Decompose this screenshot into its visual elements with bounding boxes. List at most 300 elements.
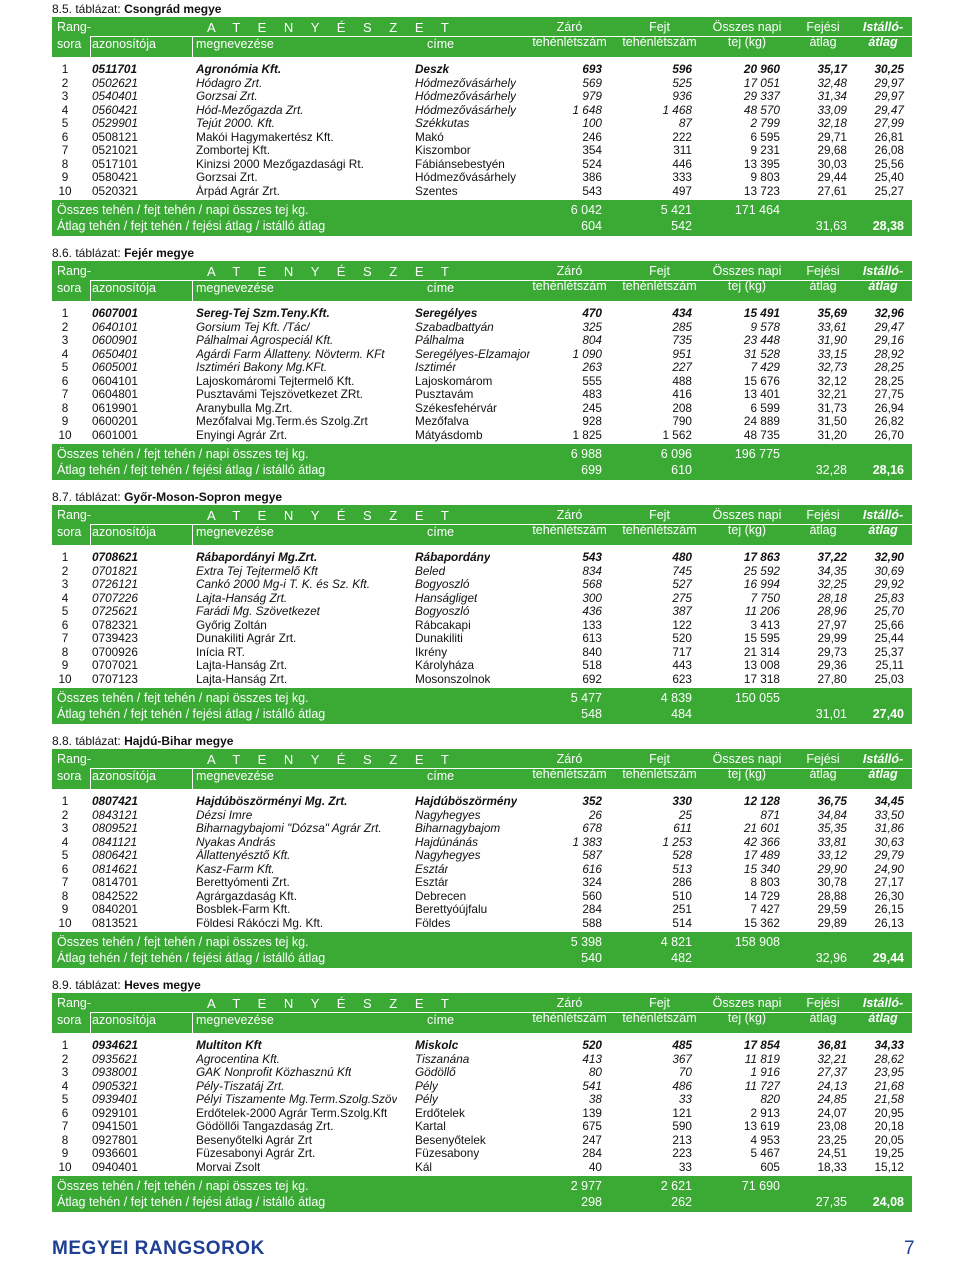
table-row (52, 1080, 912, 1094)
cell-name: Inícia RT. (196, 645, 245, 659)
cell-rank: 1 (61, 1038, 69, 1052)
header-line: Fejt (649, 20, 670, 34)
table-number: 8.6. táblázat: (52, 246, 121, 260)
cell-id: 0843121 (92, 807, 138, 822)
cell-fejesi: 27,61 (817, 183, 847, 198)
cell-id: 0529901 (92, 116, 138, 130)
cell-zaro: 413 (582, 1051, 602, 1066)
header-line: tehénlétszám (622, 35, 697, 49)
header-line: Összes napi (712, 508, 782, 522)
cell-zaro: 263 (582, 360, 602, 374)
cell-zaro: 693 (582, 62, 602, 76)
cell-fejesi: 37,22 (817, 550, 847, 564)
cell-fejesi: 31,90 (817, 333, 847, 347)
cell-rank: 1 (61, 306, 69, 320)
cell-ossz: 2 799 (750, 116, 780, 130)
header-stable-avg (854, 20, 912, 50)
cell-istallo: 26,82 (874, 414, 904, 428)
cell-city: Fábiánsebestyén (415, 157, 505, 171)
cell-fejt: 251 (672, 902, 692, 916)
header-daily-milk (702, 264, 792, 294)
table-body (52, 1033, 912, 1176)
table-summary (52, 1176, 912, 1212)
cell-ossz: 21 314 (743, 644, 780, 659)
cell-id: 0640101 (92, 319, 138, 334)
cell-fejesi: 29,73 (817, 644, 847, 659)
cell-city: Seregélyes-Elzamajor (415, 347, 531, 361)
cell-id: 0814701 (92, 875, 138, 889)
header-closing-herd (522, 264, 617, 294)
cell-istallo: 29,79 (874, 848, 904, 862)
table-body (52, 301, 912, 444)
cell-fejesi: 31,50 (817, 414, 847, 428)
cell-istallo: 26,08 (874, 143, 904, 157)
cell-fejt: 121 (672, 1105, 692, 1120)
cell-ossz: 15 491 (743, 306, 780, 320)
cell-rank: 5 (61, 360, 69, 374)
cell-zaro: 38 (588, 1092, 602, 1106)
section-title (52, 488, 912, 505)
cell-istallo: 25,44 (874, 631, 904, 645)
table-row (52, 1147, 912, 1161)
cell-rank: 8 (61, 888, 69, 903)
cell-name: Zombortej Kft. (196, 144, 271, 157)
cell-name: Dunakiliti Agrár Zrt. (196, 632, 297, 645)
cell-id: 0934621 (92, 1038, 138, 1052)
cell-fejt: 443 (672, 658, 692, 672)
cell-zaro: 678 (582, 821, 602, 835)
table-row (52, 917, 912, 931)
header-line: Istálló- (862, 508, 904, 522)
cell-name: Agárdi Farm Állatteny. Növterm. KFt (196, 347, 385, 361)
header-line: tej (kg) (727, 1011, 767, 1025)
header-divider (192, 1012, 193, 1033)
header-stable-avg (854, 752, 912, 782)
header-milking-avg (792, 508, 854, 538)
cell-rank: 1 (61, 62, 69, 76)
table-row (52, 171, 912, 185)
cell-fejt: 285 (672, 319, 692, 334)
header-name: megnevezése (196, 37, 274, 51)
table-summary (52, 444, 912, 480)
cell-fejesi: 29,36 (817, 658, 847, 672)
cell-name: Földesi Rákóczi Mg. Kft. (196, 916, 324, 930)
cell-ossz: 7 429 (750, 360, 780, 374)
county-name: Csongrád megye (124, 2, 222, 16)
cell-istallo: 26,13 (874, 915, 904, 930)
header-group-title: A T E N Y É S Z E T (207, 264, 456, 279)
total-daily-milk: 171 464 (734, 203, 780, 217)
cell-fejt: 330 (672, 794, 692, 808)
cell-id: 0707123 (92, 671, 138, 686)
table-row (52, 90, 912, 104)
header-divider (90, 1012, 912, 1013)
header-group-title: A T E N Y É S Z E T (207, 508, 456, 523)
table-row (52, 104, 912, 118)
cell-id: 0502621 (92, 75, 138, 90)
cell-name: Rábapordányi Mg.Zrt. (196, 551, 318, 564)
header-line: átlag (868, 1011, 898, 1025)
cell-name: Morvai Zsolt (196, 1160, 261, 1174)
cell-rank: 5 (61, 116, 69, 130)
header-line: Záró (556, 264, 583, 278)
header-milked-herd (617, 20, 702, 50)
header-closing-herd (522, 20, 617, 50)
cell-ossz: 15 340 (743, 861, 780, 876)
header-line: tej (kg) (727, 279, 767, 293)
cell-rank: 2 (61, 1051, 69, 1066)
header-group-title: A T E N Y É S Z E T (207, 996, 456, 1011)
table-row (52, 158, 912, 172)
cell-fejt: 70 (678, 1065, 692, 1079)
county-table-section (52, 244, 912, 480)
cell-id: 0511701 (92, 62, 138, 76)
table-row (52, 402, 912, 416)
header-line: átlag (809, 767, 837, 781)
total-daily-milk: 71 690 (741, 1179, 780, 1193)
cell-rank: 3 (61, 821, 69, 835)
table-body (52, 545, 912, 688)
cell-ossz: 42 366 (743, 834, 780, 849)
cell-name: Farádi Mg. Szövetkezet (196, 605, 320, 618)
cell-istallo: 20,95 (874, 1105, 904, 1120)
cell-rank: 6 (61, 129, 69, 144)
cell-fejesi: 35,35 (817, 821, 847, 835)
cell-ossz: 8 803 (750, 875, 780, 889)
cell-zaro: 840 (582, 644, 602, 659)
cell-fejesi: 23,25 (817, 1132, 847, 1147)
cell-zaro: 1 090 (572, 346, 602, 361)
cell-istallo: 25,27 (874, 183, 904, 198)
table-row (52, 307, 912, 321)
total-closing-herd: 5 477 (570, 691, 602, 705)
cell-fejt: 936 (672, 89, 692, 103)
cell-istallo: 33,50 (874, 807, 904, 822)
header-line: Fejt (649, 264, 670, 278)
summary-averages-label: Átlag tehén / fejt tehén / fejési átlag / istálló átlag (57, 951, 326, 965)
header-rank-label: sora (57, 525, 82, 539)
total-closing-herd: 5 398 (570, 935, 602, 949)
cell-ossz: 13 008 (743, 658, 780, 672)
total-daily-milk: 150 055 (734, 691, 780, 705)
cell-fejesi: 28,18 (817, 590, 847, 605)
cell-rank: 10 (58, 915, 72, 930)
cell-zaro: 247 (582, 1132, 602, 1147)
cell-id: 0604101 (92, 373, 138, 388)
cell-istallo: 25,66 (874, 617, 904, 632)
cell-fejesi: 29,44 (817, 170, 847, 184)
cell-city: Lajoskomárom (415, 374, 493, 388)
cell-ossz: 11 206 (744, 604, 780, 618)
table-row (52, 1107, 912, 1121)
avg-stable: 27,40 (872, 707, 904, 721)
cell-zaro: 834 (582, 563, 602, 578)
cell-zaro: 100 (582, 116, 602, 130)
cell-ossz: 25 592 (743, 563, 780, 578)
cell-zaro: 386 (582, 170, 602, 184)
header-line: Istálló- (862, 264, 904, 278)
avg-milked-herd: 262 (671, 1195, 692, 1209)
cell-fejt: 311 (673, 143, 692, 157)
header-divider (90, 524, 91, 545)
header-milking-avg (792, 996, 854, 1026)
cell-fejesi: 31,73 (817, 400, 847, 415)
total-closing-herd: 6 042 (570, 203, 602, 217)
cell-name: Erdőtelek-2000 Agrár Term.Szolg.Kft (196, 1106, 388, 1120)
header-line: Istálló- (862, 20, 904, 34)
cell-istallo: 27,17 (874, 875, 904, 889)
header-line: átlag (868, 35, 898, 49)
cell-name: Besenyőtelki Agrár Zrt (196, 1133, 313, 1147)
table-row (52, 117, 912, 131)
table-row (52, 415, 912, 429)
table-body (52, 57, 912, 200)
header-line: Fejt (649, 996, 670, 1010)
cell-city: Biharnagybajom (415, 822, 501, 835)
cell-istallo: 30,25 (874, 62, 904, 76)
cell-istallo: 28,25 (874, 373, 904, 388)
table-header (52, 17, 912, 57)
avg-stable: 24,08 (872, 1195, 904, 1209)
summary-totals-label: Összes tehén / fejt tehén / napi összes tej kg. (57, 1179, 309, 1193)
cell-fejt: 213 (672, 1132, 692, 1147)
header-line: átlag (809, 1011, 837, 1025)
summary-totals-label: Összes tehén / fejt tehén / napi összes tej kg. (57, 447, 309, 461)
cell-city: Mátyásdomb (415, 428, 483, 442)
cell-name: Pusztavámi Tejszövetkezet ZRt. (196, 388, 363, 401)
cell-ossz: 16 994 (743, 577, 780, 591)
header-milked-herd (617, 996, 702, 1026)
table-row (52, 334, 912, 348)
cell-ossz: 11 819 (744, 1051, 780, 1066)
cell-fejesi: 31,20 (817, 427, 847, 442)
avg-stable: 29,44 (872, 951, 904, 965)
cell-ossz: 3 413 (750, 617, 780, 632)
cell-zaro: 675 (582, 1119, 602, 1133)
cell-zaro: 518 (582, 658, 602, 672)
cell-fejesi: 24,51 (817, 1146, 847, 1160)
header-line: tehénlétszám (532, 279, 607, 293)
header-divider (192, 280, 193, 301)
cell-fejesi: 33,15 (817, 346, 847, 361)
cell-city: Kiszombor (415, 144, 471, 157)
cell-ossz: 17 863 (743, 550, 780, 564)
cell-fejt: 486 (672, 1078, 692, 1093)
header-line: tej (kg) (727, 767, 767, 781)
cell-id: 0739423 (92, 631, 138, 645)
header-line: Összes napi (712, 264, 782, 278)
cell-ossz: 13 395 (743, 156, 780, 171)
cell-fejesi: 30,03 (817, 156, 847, 171)
table-header (52, 505, 912, 545)
cell-rank: 4 (61, 1078, 69, 1093)
cell-id: 0708621 (92, 550, 138, 564)
cell-city: Pély (415, 1093, 438, 1106)
cell-ossz: 9 231 (750, 143, 780, 157)
cell-ossz: 5 467 (750, 1146, 780, 1160)
cell-ossz: 23 448 (743, 333, 780, 347)
cell-zaro: 1 825 (572, 427, 602, 442)
cell-name: GAK Nonprofit Közhasznú Kft (196, 1066, 352, 1079)
header-name: megnevezése (196, 1013, 274, 1027)
cell-city: Dunakiliti (415, 632, 463, 645)
cell-zaro: 284 (582, 1146, 602, 1160)
section-title (52, 244, 912, 261)
cell-name: Hódagro Zrt. (196, 76, 263, 90)
cell-ossz: 1 916 (750, 1065, 780, 1079)
cell-id: 0939401 (92, 1092, 138, 1106)
cell-id: 0935621 (92, 1051, 138, 1066)
table-row (52, 1093, 912, 1107)
cell-fejesi: 27,80 (817, 671, 847, 686)
header-line: tehénlétszám (532, 1011, 607, 1025)
cell-city: Gödöllő (415, 1066, 456, 1079)
table-row (52, 1120, 912, 1134)
cell-id: 0707226 (92, 590, 138, 605)
cell-fejesi: 36,75 (817, 794, 847, 808)
cell-istallo: 32,90 (874, 550, 904, 564)
cell-rank: 3 (61, 89, 69, 103)
cell-id: 0520321 (92, 183, 138, 198)
cell-fejesi: 29,90 (817, 861, 847, 876)
cell-rank: 2 (61, 563, 69, 578)
cell-name: Kasz-Farm Kft. (196, 862, 275, 876)
cell-ossz: 13 401 (743, 387, 780, 401)
cell-city: Mosonszolnok (415, 672, 491, 686)
cell-zaro: 245 (582, 400, 602, 415)
cell-name: Biharnagybajomi "Dózsa" Agrár Zrt. (196, 822, 382, 835)
cell-id: 0806421 (92, 848, 138, 862)
cell-fejesi: 35,17 (817, 62, 847, 76)
cell-zaro: 543 (582, 183, 602, 198)
cell-ossz: 15 362 (743, 915, 780, 930)
cell-rank: 10 (58, 183, 72, 198)
header-closing-herd (522, 752, 617, 782)
table-row (52, 63, 912, 77)
cell-id: 0650401 (92, 346, 138, 361)
cell-name: Isztiméri Bakony Mg.KFt. (196, 361, 328, 374)
cell-fejesi: 29,59 (817, 902, 847, 916)
table-row (52, 1053, 912, 1067)
header-milking-avg (792, 20, 854, 50)
header-line: Fejési (806, 996, 840, 1010)
cell-name: Kinizsi 2000 Mezőgazdasági Rt. (196, 157, 364, 171)
header-line: tehénlétszám (622, 279, 697, 293)
section-title (52, 732, 912, 749)
header-line: átlag (809, 523, 837, 537)
cell-istallo: 30,63 (874, 834, 904, 849)
table-row (52, 673, 912, 687)
cell-zaro: 284 (582, 902, 602, 916)
cell-ossz: 17 051 (743, 75, 780, 90)
cell-rank: 6 (61, 373, 69, 388)
cell-fejt: 951 (672, 346, 692, 361)
cell-ossz: 29 337 (743, 89, 780, 103)
cell-rank: 3 (61, 577, 69, 591)
cell-ossz: 6 595 (750, 129, 780, 144)
cell-name: Agrocentina Kft. (196, 1052, 280, 1066)
cell-ossz: 31 528 (743, 346, 780, 361)
cell-id: 0619901 (92, 400, 138, 415)
cell-fejesi: 31,34 (817, 89, 847, 103)
cell-name: Lajta-Hanság Zrt. (196, 591, 288, 605)
cell-rank: 8 (61, 644, 69, 659)
header-address: címe (427, 281, 455, 295)
cell-istallo: 30,69 (874, 563, 904, 578)
cell-rank: 5 (61, 848, 69, 862)
cell-city: Beled (415, 564, 446, 578)
cell-zaro: 1 648 (572, 102, 602, 117)
cell-name: Pálhalmai Agrospeciál Kft. (196, 334, 334, 347)
cell-ossz: 15 595 (743, 631, 780, 645)
header-closing-herd (522, 996, 617, 1026)
cell-fejt: 497 (672, 183, 692, 198)
cell-istallo: 29,16 (874, 333, 904, 347)
header-rank-label: Rang- (57, 996, 92, 1010)
cell-zaro: 560 (582, 888, 602, 903)
cell-fejesi: 24,13 (817, 1078, 847, 1093)
header-milking-avg (792, 752, 854, 782)
cell-city: Isztimér (415, 361, 457, 374)
cell-fejt: 223 (672, 1146, 692, 1160)
cell-city: Hódmezővásárhely (415, 76, 516, 90)
cell-name: Győrig Zoltán (196, 618, 267, 632)
header-line: tej (kg) (727, 523, 767, 537)
cell-rank: 1 (61, 794, 69, 808)
table-header (52, 749, 912, 789)
cell-fejt: 527 (672, 577, 692, 591)
header-daily-milk (702, 20, 792, 50)
cell-istallo: 27,99 (874, 116, 904, 130)
cell-rank: 9 (61, 170, 69, 184)
table-row (52, 795, 912, 809)
cell-id: 0701821 (92, 563, 138, 578)
cell-ossz: 4 953 (750, 1132, 780, 1147)
table-row (52, 876, 912, 890)
header-divider (90, 36, 912, 37)
cell-fejesi: 29,71 (817, 129, 847, 144)
cell-fejt: 510 (672, 888, 692, 903)
table-row (52, 863, 912, 877)
cell-zaro: 354 (582, 143, 602, 157)
cell-istallo: 34,33 (874, 1038, 904, 1052)
cell-id: 0813521 (92, 915, 138, 930)
cell-istallo: 25,70 (874, 604, 904, 618)
cell-istallo: 29,47 (874, 102, 904, 117)
cell-id: 0726121 (92, 577, 138, 591)
cell-id: 0807421 (92, 794, 138, 808)
cell-fejt: 286 (672, 875, 692, 889)
header-line: átlag (809, 35, 837, 49)
header-line: Záró (556, 508, 583, 522)
header-rank-label: sora (57, 281, 82, 295)
header-address: címe (427, 1013, 455, 1027)
cell-fejt: 623 (672, 671, 692, 686)
cell-name: Hód-Mezőgazda Zrt. (196, 103, 304, 117)
header-group-title: A T E N Y É S Z E T (207, 20, 456, 35)
table-row (52, 849, 912, 863)
cell-city: Hanságliget (415, 591, 478, 605)
cell-id: 0601001 (92, 427, 138, 442)
header-stable-avg (854, 264, 912, 294)
total-milked-herd: 4 821 (660, 935, 692, 949)
cell-fejesi: 34,35 (817, 563, 847, 578)
header-line: Összes napi (712, 752, 782, 766)
cell-rank: 3 (61, 333, 69, 347)
header-divider (90, 768, 91, 789)
cell-city: Pély (415, 1079, 438, 1093)
summary-averages-label: Átlag tehén / fejt tehén / fejési átlag / istálló átlag (57, 707, 326, 721)
